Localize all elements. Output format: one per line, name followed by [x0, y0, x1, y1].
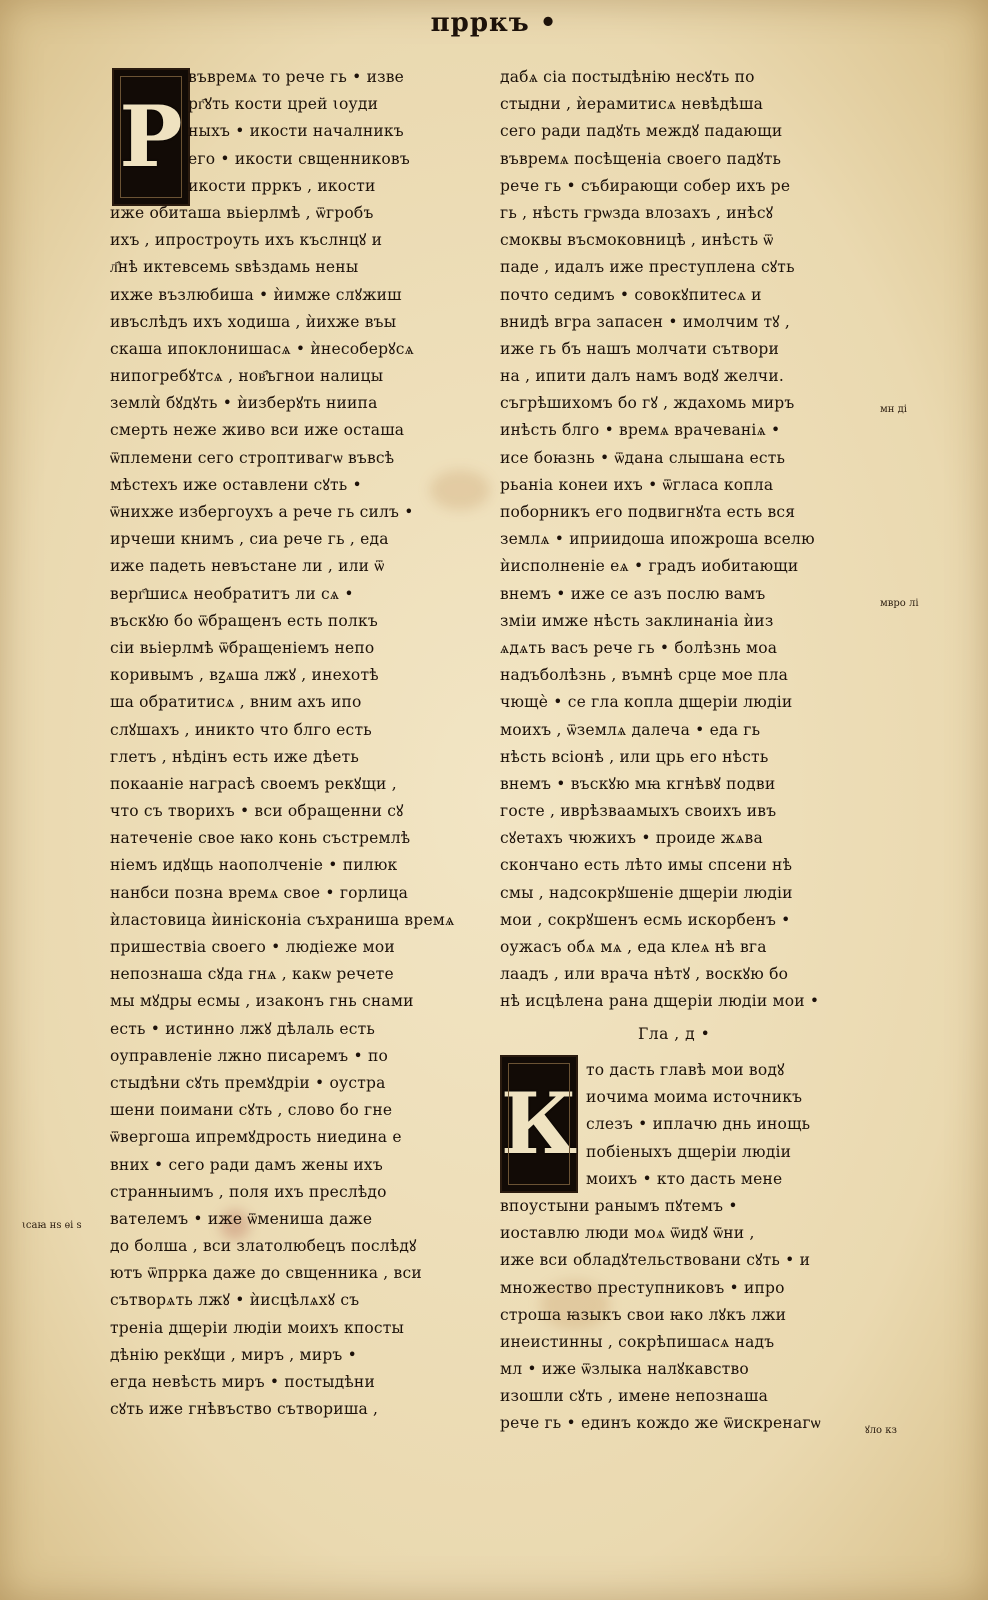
text-line: стыдни , ѝерамитисѧ невѣдѣша	[500, 95, 764, 114]
margin-note: ꙇсаꙗ нѕ ѳi ѕ	[22, 1220, 82, 1231]
text-line: верг҄шисѧ необратитъ ли сѧ •	[110, 584, 354, 603]
text-line: побiеныхъ дщерiи людiи	[586, 1142, 792, 1161]
text-line: нѣ исцѣлена рана дщерiи людiи мои •	[500, 992, 820, 1011]
text-line: исе боꙗзнь • ѿдана слышана есть	[500, 448, 786, 467]
text-line: рече гь • единъ кождо же ѿискренагѡ	[500, 1414, 821, 1433]
margin-note: ꙋло кз	[865, 1425, 897, 1436]
text-line: въвремѧ то рече гь • изве	[188, 68, 405, 86]
text-line: иже падеть невъстане ли , или ѿ	[110, 557, 385, 576]
text-line: множество преступниковъ • ипро	[500, 1278, 785, 1297]
text-line: оужасъ обѧ мѧ , еда клеѧ нѣ вга	[500, 938, 767, 956]
right-text-column-bottom	[500, 1057, 865, 1438]
text-line: почто седимъ • совокꙋпитесѧ и	[500, 285, 762, 304]
text-line: иоставлю люди моѧ ѿидꙋ ѿни ,	[500, 1224, 755, 1243]
text-line: смерть неже живо вси иже осташа	[110, 421, 405, 440]
text-line: ивъслѣдъ ихъ ходиша , ѝихже въы	[110, 312, 397, 331]
text-line: нанбси позна времѧ свое • горлица	[110, 883, 409, 902]
text-line: нiемъ идꙋщь наополченiе • пилюк	[110, 856, 398, 875]
text-line: егда невѣсть миръ • постыдѣни	[110, 1373, 375, 1391]
text-line: сiи вьiерлмѣ ѿбращенiемъ непо	[110, 638, 375, 657]
initial-letter: Р	[119, 87, 183, 186]
text-line: скончано есть лѣто имы спсени нѣ	[500, 856, 793, 875]
text-line: странныимъ , поля ихъ преслѣдо	[110, 1182, 387, 1201]
text-line: лаадъ , или врача нѣтꙋ , воскꙋю бо	[500, 965, 789, 984]
text-line: непознаша сꙋда гнѧ , какѡ речете	[110, 965, 394, 984]
text-line: мои , сокрꙋшенъ есмь искорбенъ •	[500, 910, 791, 929]
text-line: внидѣ вгра запасен • имолчим тꙋ ,	[500, 312, 791, 331]
text-line: натеченiе свое ꙗко конь състремлѣ	[110, 829, 411, 848]
text-line: ѿнихже избергоухъ а рече гь силъ •	[110, 503, 414, 521]
initial-letter: К	[500, 1074, 578, 1173]
text-line: покаанiе награсѣ своемъ рекꙋщи ,	[110, 774, 397, 793]
text-line: изошли сꙋть , имене непознаша	[500, 1387, 769, 1406]
text-line: мы мꙋдры есмы , изаконъ гнь снами	[110, 992, 414, 1011]
text-line: сего ради падꙋть междꙋ падающи	[500, 122, 783, 141]
chapter-heading: Гла , д •	[638, 1025, 711, 1043]
text-line: чющѐ • се гла копла дщерiи людiи	[500, 693, 793, 712]
text-line: слезъ • иплачю днь инощь	[586, 1115, 811, 1134]
text-line: землѧ • иприидоша ипожроша вселю	[500, 530, 815, 549]
text-line: паде , идалъ иже преступлена сꙋть	[500, 258, 795, 277]
text-line: мѣстехъ иже оставлени сꙋть •	[110, 475, 362, 494]
text-line: дѣнiю рекꙋщи , миръ , миръ •	[110, 1345, 357, 1364]
text-line: до болша , вси златолюбецъ послѣдꙋ	[110, 1237, 417, 1256]
text-line: иочима моима источникъ	[586, 1088, 803, 1107]
text-line: надъболѣзнь , въмнѣ срце мое пла	[500, 666, 789, 685]
text-line: иже вси обладꙋтельствовани сꙋть • и	[500, 1251, 811, 1270]
text-line: глетъ , нѣдiнъ есть иже дѣеть	[110, 747, 360, 766]
text-line: что съ творихъ • вси обращенни сꙋ	[110, 802, 404, 821]
text-line: ихже възлюбиша • ѝимже слꙋжиш	[110, 285, 402, 304]
text-line: ныхъ • икости началникъ	[188, 122, 404, 141]
text-line: дабѧ сiа постыдѣнiю несꙋть по	[500, 68, 755, 86]
text-line: ѿвергоша ипремꙋдрость ниедина е	[110, 1128, 402, 1147]
text-line: скаша ипоклонишасѧ • ѝнесоберꙋсѧ	[110, 339, 414, 358]
text-line: иже гь бъ нашъ молчати сътвори	[500, 339, 780, 358]
text-line: сꙋть иже гнѣвъство сътвориша ,	[110, 1400, 379, 1419]
text-line: внемъ • въскꙋю мꙗ кгнѣвꙋ подви	[500, 774, 776, 793]
right-text-column-top	[500, 64, 865, 1016]
text-line: ша обратитисѧ , вним ахъ ипо	[110, 693, 362, 712]
text-line: оуправленiе лжно писаремъ • по	[110, 1046, 389, 1065]
text-line: смоквы въсмоковницѣ , инѣсть ѿ	[500, 231, 774, 250]
text-line: на , ипити далъ намъ водꙋ желчи.	[500, 367, 784, 386]
text-line: тренiа дщерiи людiи моихъ кпосты	[110, 1318, 405, 1337]
margin-note: мн дi	[880, 404, 907, 415]
text-line: есть • истинно лжꙋ дѣлаль есть	[110, 1019, 376, 1038]
text-line: икости прркъ , икости	[188, 176, 376, 195]
left-text-column	[110, 64, 480, 1423]
text-line: слꙋшахъ , иникто что блго есть	[110, 720, 372, 739]
text-line: въскꙋю бо ѿбращенъ есть полкъ	[110, 611, 378, 630]
text-line: вателемъ • иже ѿмениша даже	[110, 1209, 373, 1228]
text-line: рьанiа конеи ихъ • ѿгласа копла	[500, 475, 774, 494]
page-title: прркъ •	[430, 8, 558, 38]
text-line: моихъ , ѿземлѧ далеча • еда гь	[500, 720, 761, 739]
text-line: пришествiа своего • людiеже мои	[110, 938, 395, 956]
text-line: ѝисполненiе еѧ • градъ иобитающи	[500, 557, 799, 576]
text-line: внемъ • иже се азъ послю вамъ	[500, 584, 766, 603]
text-line: змiи имже нѣсть заклинанiа ѝиз	[500, 611, 774, 630]
text-line: рече гь • събирающи собер ихъ ре	[500, 176, 791, 195]
text-line: сꙋетахъ чюжихъ • проиде жѧва	[500, 829, 763, 848]
text-line: инеистинны , сокрѣпишасѧ надъ	[500, 1332, 775, 1351]
text-line: госте , иврѣзваамыхъ своихъ ивъ	[500, 802, 777, 821]
text-line: впоустыни ранымъ пꙋтемъ •	[500, 1196, 738, 1215]
text-line: нѣсть всiонѣ , или црь его нѣсть	[500, 747, 769, 766]
text-line: л҄нѣ иктевсемь sвѣздамь нены	[110, 258, 359, 277]
text-line: смы , надсокрꙋшенiе дщерiи людiи	[500, 883, 793, 902]
text-line: то дасть главѣ мои водꙋ	[586, 1061, 785, 1079]
margin-note: мвро лi	[880, 598, 919, 609]
text-line: поборникъ его подвигнꙋта есть вся	[500, 503, 796, 521]
text-line: ѿплемени сего строптивагѡ въвсѣ	[110, 448, 395, 467]
text-line: землѝ бꙋдꙋть • ѝизберꙋть ниипа	[110, 394, 378, 413]
text-line: гь , нѣсть грѡзда влозахъ , инѣсꙋ	[500, 203, 774, 222]
text-line: ѝластовица ѝинiсконiа съхраниша времѧ	[110, 910, 455, 929]
text-line: нипогребꙋтсѧ , нов҄ъгнои налицы	[110, 367, 384, 386]
text-line: стыдѣни сꙋть премꙋдрiи • оустра	[110, 1073, 386, 1092]
text-line: моихъ • кто дасть мене	[586, 1169, 783, 1188]
text-line: мл • иже ѿзлыка налꙋкавство	[500, 1360, 749, 1379]
text-line: ютъ ѿпррка даже до свщенника , вси	[110, 1264, 422, 1283]
text-line: съгрѣшихомъ бо гꙋ , ждахомь миръ	[500, 394, 795, 413]
text-line: шени поимани сꙋть , слово бо гне	[110, 1101, 393, 1120]
text-line: инѣсть блго • времѧ врачеванiѧ •	[500, 421, 781, 440]
text-line: его • икости свщенниковъ	[188, 149, 410, 168]
text-line: строша ꙗзыкъ свои ꙗко лꙋкъ лжи	[500, 1305, 787, 1324]
text-line: рг҄ꙋть кости црей ꙇоуди	[188, 95, 379, 114]
text-line: ѧдѧть васъ рече гь • болѣзнь моа	[500, 638, 778, 657]
text-line: иже обиташа вьiерлмѣ , ѿгробъ	[110, 203, 374, 222]
text-line: въвремѧ посѣщенiа своего падꙋть	[500, 149, 782, 168]
text-line: ихъ , ипростроуть ихъ къслнцꙋ и	[110, 231, 383, 250]
text-line: ирчеши книмъ , сиа рече гь , еда	[110, 530, 389, 549]
text-line: коривымъ , вꙁѧша лжꙋ , инехотѣ	[110, 666, 379, 685]
text-line: вних • сего ради дамъ жены ихъ	[110, 1155, 383, 1174]
text-line: сътворѧть лжꙋ • ѝисцѣлѧхꙋ съ	[110, 1291, 360, 1310]
